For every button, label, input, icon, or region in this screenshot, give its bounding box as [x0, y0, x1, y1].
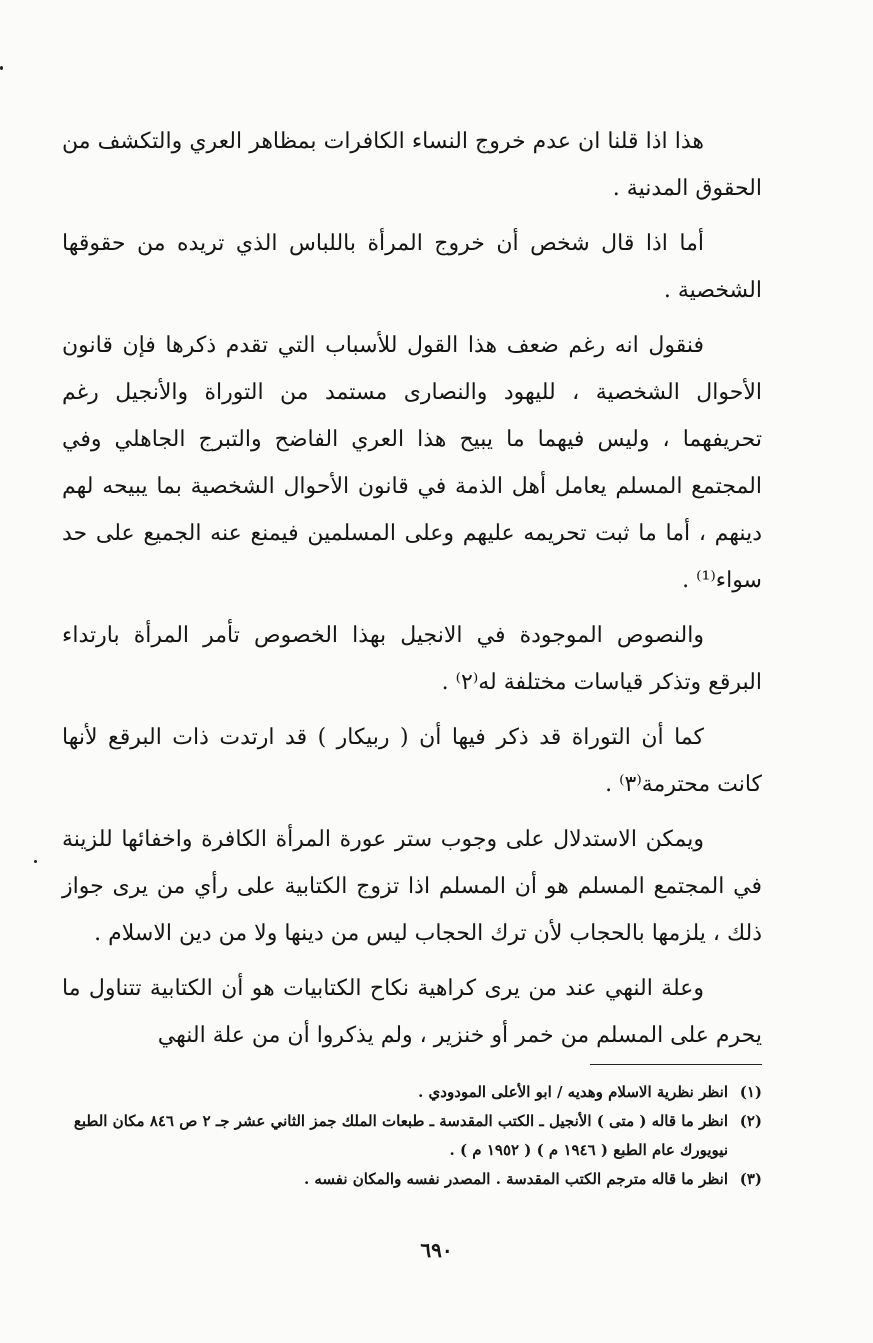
- footnote: [62, 1165, 762, 1194]
- paragraph: ويمكن الاستدلال على وجوب ستر عورة المرأة الكافرة واخفائها للزينة في المجتمع المسلم هو أن المسلم اذا تزوج الكتابية على رأي من يرى جواز ذلك ، يلزمها بالحجاب لأن ترك الحجاب ليس من دينها ولا من دين الاسلام .: [62, 827, 762, 946]
- paragraph: أما اذا قال شخص أن خروج المرأة باللباس الذي تريده من حقوقها الشخصية .: [62, 231, 762, 303]
- footnote-text: انظر نظرية الاسلام وهديه / ابو الأعلى المودودي .: [418, 1083, 728, 1101]
- paragraph: والنصوص الموجودة في الانجيل بهذا الخصوص تأمر المرأة بارتداء البرقع وتذكر قياسات مختلفة له⁽٢⁾ .: [62, 623, 762, 695]
- footnote-number: (٢): [739, 1112, 762, 1130]
- footnotes: [62, 1078, 762, 1194]
- footnote-number: (١): [739, 1083, 762, 1101]
- page-number: ٦٩٠: [420, 1238, 453, 1262]
- footnote: [62, 1078, 762, 1107]
- footnote-text: انظر ما قاله مترجم الكتب المقدسة . المصدر نفسه والمكان نفسه .: [303, 1170, 728, 1188]
- scan-speck: [34, 860, 37, 863]
- scan-speck: [0, 66, 3, 70]
- paragraph: وعلة النهي عند من يرى كراهية نكاح الكتابيات هو أن الكتابية تتناول ما يحرم على المسلم من خمر أو خنزير ، ولم يذكروا أن من علة النهي: [62, 976, 762, 1048]
- footnote-text: انظر ما قاله ( متى ) الأنجيل ـ الكتب المقدسة ـ طبعات الملك جمز الثاني عشر جـ ٢ ص ٨٤٦ مكان الطبع نيويورك عام الطبع ( ١٩٤٦ م ) ( ١٩٥٢ م ) .: [73, 1112, 728, 1159]
- paragraph: هذا اذا قلنا ان عدم خروج النساء الكافرات بمظاهر العري والتكشف من الحقوق المدنية .: [62, 129, 762, 201]
- body-text: [62, 118, 762, 1059]
- paragraph: كما أن التوراة قد ذكر فيها أن ( ربيكار ) قد ارتدت ذات البرقع لأنها كانت محترمة⁽٣⁾ .: [62, 725, 762, 797]
- footnote-number: (٣): [739, 1170, 762, 1188]
- footnote: [62, 1107, 762, 1165]
- paragraph: فنقول انه رغم ضعف هذا القول للأسباب التي تقدم ذكرها فإن قانون الأحوال الشخصية ، لليهود والنصارى مستمد من التوراة والأنجيل رغم تحريفهما ، وليس فيهما ما يبيح هذا العري الفاضح والتبرج الجاهلي وفي المجتمع المسلم يعامل أهل الذمة في قانون الأحوال الشخصية بما يبيحه لهم دينهم ، أما ما ثبت تحريمه عليهم وعلى المسلمين فيمنع عنه الجميع على حد سواء⁽¹⁾ .: [62, 333, 762, 593]
- footnote-divider: [590, 1064, 762, 1065]
